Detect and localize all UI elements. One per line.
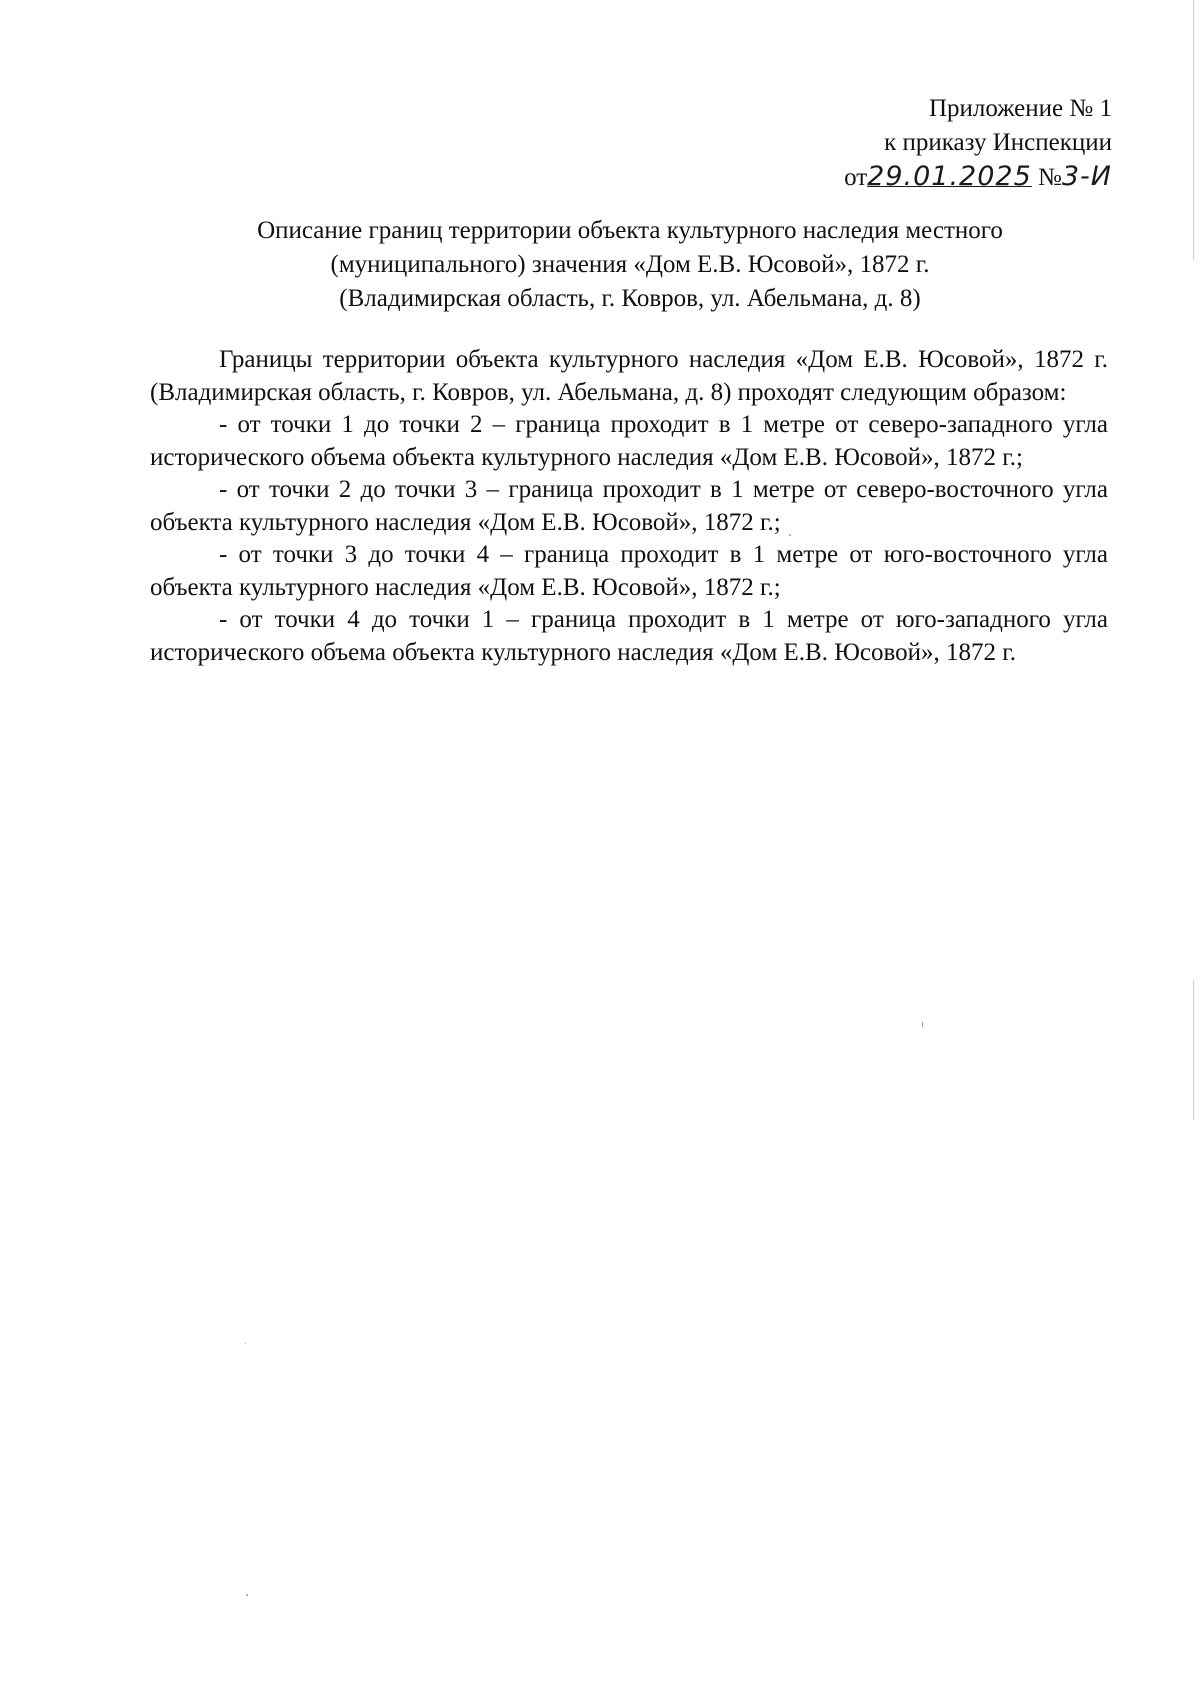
title-line-2: (муниципального) значения «Дом Е.В. Юсовой», 1872 г. xyxy=(330,251,930,278)
annex-number-line: Приложение № 1 xyxy=(928,95,1112,122)
scan-speck xyxy=(246,1594,248,1596)
title-line-3: (Владимирская область, г. Ковров, ул. Абельмана, д. 8) xyxy=(339,285,921,312)
annex-number-label: № xyxy=(1038,164,1062,191)
intro-paragraph: Границы территории объекта культурного наследия «Дом Е.В. Юсовой», 1872 г. (Владимирская область, г. Ковров, ул. Абельмана, д. 8) проходят следующим образом: xyxy=(150,346,1108,406)
boundary-segment-3-4: - от точки 3 до точки 4 – граница проходит в 1 метре от юго-восточного угла объекта культурного наследия «Дом Е.В. Юсовой», 1872 г.; xyxy=(150,541,1108,601)
handwritten-date: 29.01.2025 xyxy=(867,161,1032,192)
annex-date-number-line xyxy=(844,160,1112,195)
annex-header xyxy=(844,92,1112,195)
document-title xyxy=(150,214,1110,316)
handwritten-number: 3-И xyxy=(1061,161,1112,192)
scan-speck xyxy=(922,1022,923,1027)
scan-speck xyxy=(789,534,791,536)
annex-from-label: от xyxy=(844,164,868,191)
annex-order-line: к приказу Инспекции xyxy=(884,129,1112,156)
boundary-segment-1-2: - от точки 1 до точки 2 – граница проходит в 1 метре от северо-западного угла исторического объема объекта культурного наследия «Дом Е.В. Юсовой», 1872 г.; xyxy=(150,411,1108,471)
scan-edge-shadow xyxy=(1193,0,1194,260)
document-body xyxy=(150,344,1108,669)
scan-edge-shadow xyxy=(1193,980,1194,1120)
title-line-1: Описание границ территории объекта культурного наследия местного xyxy=(257,217,1003,244)
scan-speck xyxy=(245,1343,246,1344)
boundary-segment-2-3: - от точки 2 до точки 3 – граница проходит в 1 метре от северо-восточного угла объекта культурного наследия «Дом Е.В. Юсовой», 1872 г.; xyxy=(150,476,1108,536)
boundary-segment-4-1: - от точки 4 до точки 1 – граница проходит в 1 метре от юго-западного угла исторического объема объекта культурного наследия «Дом Е.В. Юсовой», 1872 г. xyxy=(150,606,1108,666)
